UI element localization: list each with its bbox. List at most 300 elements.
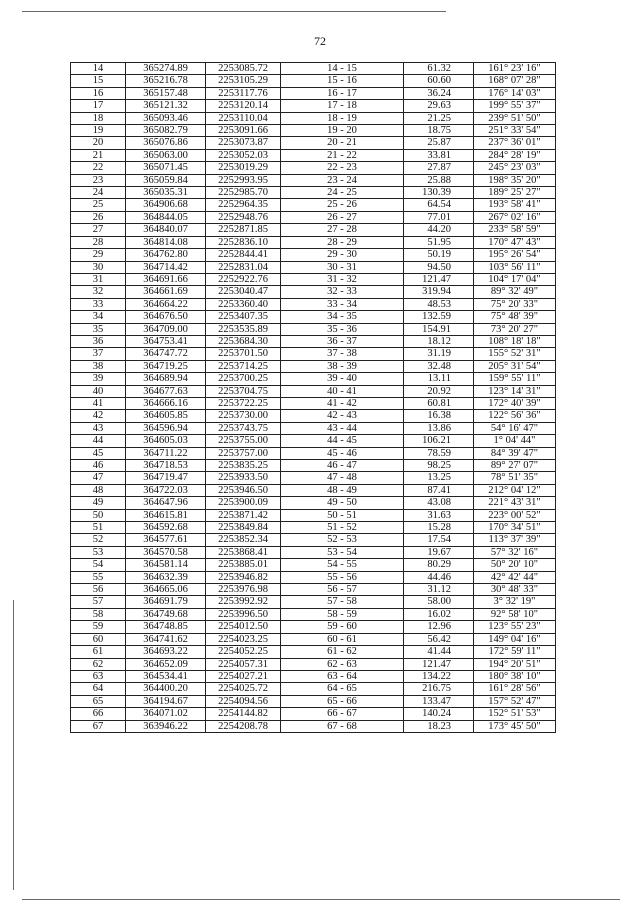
- segment-cell: 42 - 43: [281, 410, 404, 422]
- y-coordinate-cell: 2253085.72: [206, 63, 281, 75]
- length-cell: 43.08: [404, 497, 474, 509]
- segment-cell: 30 - 31: [281, 261, 404, 273]
- bearing-cell: 89° 27' 07": [474, 460, 556, 472]
- segment-cell: 33 - 34: [281, 298, 404, 310]
- bearing-cell: 172° 59' 11": [474, 646, 556, 658]
- bearing-cell: 104° 17' 04": [474, 273, 556, 285]
- y-coordinate-cell: 2253996.50: [206, 608, 281, 620]
- x-coordinate-cell: 365121.32: [126, 100, 206, 112]
- table-row: [71, 670, 556, 682]
- table-row: [71, 546, 556, 558]
- length-cell: 16.38: [404, 410, 474, 422]
- point-number-cell: 41: [71, 397, 126, 409]
- length-cell: 25.88: [404, 174, 474, 186]
- y-coordinate-cell: 2253040.47: [206, 286, 281, 298]
- x-coordinate-cell: 365216.78: [126, 75, 206, 87]
- bearing-cell: 75° 48' 39": [474, 311, 556, 323]
- point-number-cell: 42: [71, 410, 126, 422]
- x-coordinate-cell: 364592.68: [126, 522, 206, 534]
- bearing-cell: 161° 28' 56": [474, 683, 556, 695]
- y-coordinate-cell: 2254144.82: [206, 708, 281, 720]
- table-row: [71, 75, 556, 87]
- point-number-cell: 56: [71, 584, 126, 596]
- length-cell: 121.47: [404, 273, 474, 285]
- x-coordinate-cell: 364570.58: [126, 546, 206, 558]
- table-row: [71, 187, 556, 199]
- table-row: [71, 261, 556, 273]
- table-row: [71, 224, 556, 236]
- length-cell: 15.28: [404, 522, 474, 534]
- table-body: [71, 63, 556, 733]
- bearing-cell: 84° 39' 47": [474, 447, 556, 459]
- table-row: [71, 633, 556, 645]
- x-coordinate-cell: 364693.22: [126, 646, 206, 658]
- table-row: [71, 596, 556, 608]
- length-cell: 216.75: [404, 683, 474, 695]
- table-row: [71, 335, 556, 347]
- point-number-cell: 46: [71, 460, 126, 472]
- segment-cell: 14 - 15: [281, 63, 404, 75]
- bearing-cell: 152° 51' 53": [474, 708, 556, 720]
- x-coordinate-cell: 364741.62: [126, 633, 206, 645]
- table-row: [71, 149, 556, 161]
- point-number-cell: 14: [71, 63, 126, 75]
- y-coordinate-cell: 2253946.50: [206, 484, 281, 496]
- y-coordinate-cell: 2253868.41: [206, 546, 281, 558]
- y-coordinate-cell: 2253700.25: [206, 373, 281, 385]
- bearing-cell: 103° 56' 11": [474, 261, 556, 273]
- bearing-cell: 189° 25' 27": [474, 187, 556, 199]
- bearing-cell: 78° 51' 35": [474, 472, 556, 484]
- bearing-cell: 157° 52' 47": [474, 695, 556, 707]
- bearing-cell: 1° 04' 44": [474, 435, 556, 447]
- point-number-cell: 61: [71, 646, 126, 658]
- table-row: [71, 460, 556, 472]
- segment-cell: 51 - 52: [281, 522, 404, 534]
- y-coordinate-cell: 2253757.00: [206, 447, 281, 459]
- y-coordinate-cell: 2253052.03: [206, 149, 281, 161]
- point-number-cell: 45: [71, 447, 126, 459]
- x-coordinate-cell: 364605.03: [126, 435, 206, 447]
- point-number-cell: 67: [71, 720, 126, 732]
- point-number-cell: 55: [71, 571, 126, 583]
- table-row: [71, 162, 556, 174]
- bearing-cell: 233° 58' 59": [474, 224, 556, 236]
- segment-cell: 20 - 21: [281, 137, 404, 149]
- segment-cell: 63 - 64: [281, 670, 404, 682]
- length-cell: 25.87: [404, 137, 474, 149]
- point-number-cell: 60: [71, 633, 126, 645]
- x-coordinate-cell: 364753.41: [126, 335, 206, 347]
- bearing-cell: 89° 32' 49": [474, 286, 556, 298]
- segment-cell: 32 - 33: [281, 286, 404, 298]
- table-row: [71, 385, 556, 397]
- y-coordinate-cell: 2254025.72: [206, 683, 281, 695]
- segment-cell: 22 - 23: [281, 162, 404, 174]
- table-row: [71, 720, 556, 732]
- segment-cell: 54 - 55: [281, 559, 404, 571]
- bearing-cell: 42° 42' 44": [474, 571, 556, 583]
- point-number-cell: 32: [71, 286, 126, 298]
- bearing-cell: 113° 37' 39": [474, 534, 556, 546]
- bearing-cell: 170° 47' 43": [474, 236, 556, 248]
- bearing-cell: 168° 07' 28": [474, 75, 556, 87]
- x-coordinate-cell: 364664.22: [126, 298, 206, 310]
- segment-cell: 16 - 17: [281, 87, 404, 99]
- y-coordinate-cell: 2253117.76: [206, 87, 281, 99]
- x-coordinate-cell: 365082.79: [126, 125, 206, 137]
- segment-cell: 27 - 28: [281, 224, 404, 236]
- x-coordinate-cell: 364596.94: [126, 422, 206, 434]
- bearing-cell: 239° 51' 50": [474, 112, 556, 124]
- y-coordinate-cell: 2252922.76: [206, 273, 281, 285]
- segment-cell: 47 - 48: [281, 472, 404, 484]
- y-coordinate-cell: 2252985.70: [206, 187, 281, 199]
- left-edge-rule: [13, 600, 14, 890]
- y-coordinate-cell: 2253933.50: [206, 472, 281, 484]
- point-number-cell: 15: [71, 75, 126, 87]
- segment-cell: 38 - 39: [281, 360, 404, 372]
- length-cell: 64.54: [404, 199, 474, 211]
- table-row: [71, 63, 556, 75]
- segment-cell: 59 - 60: [281, 621, 404, 633]
- length-cell: 44.46: [404, 571, 474, 583]
- table-row: [71, 571, 556, 583]
- segment-cell: 21 - 22: [281, 149, 404, 161]
- y-coordinate-cell: 2253743.75: [206, 422, 281, 434]
- segment-cell: 24 - 25: [281, 187, 404, 199]
- y-coordinate-cell: 2254094.56: [206, 695, 281, 707]
- length-cell: 319.94: [404, 286, 474, 298]
- segment-cell: 53 - 54: [281, 546, 404, 558]
- x-coordinate-cell: 365035.31: [126, 187, 206, 199]
- x-coordinate-cell: 365063.00: [126, 149, 206, 161]
- x-coordinate-cell: 364691.66: [126, 273, 206, 285]
- length-cell: 133.47: [404, 695, 474, 707]
- x-coordinate-cell: 364661.69: [126, 286, 206, 298]
- x-coordinate-cell: 364676.50: [126, 311, 206, 323]
- x-coordinate-cell: 365076.86: [126, 137, 206, 149]
- segment-cell: 25 - 26: [281, 199, 404, 211]
- table-row: [71, 646, 556, 658]
- y-coordinate-cell: 2253835.25: [206, 460, 281, 472]
- length-cell: 12.96: [404, 621, 474, 633]
- table-row: [71, 273, 556, 285]
- y-coordinate-cell: 2254027.21: [206, 670, 281, 682]
- segment-cell: 35 - 36: [281, 323, 404, 335]
- segment-cell: 40 - 41: [281, 385, 404, 397]
- y-coordinate-cell: 2253120.14: [206, 100, 281, 112]
- x-coordinate-cell: 364762.80: [126, 249, 206, 261]
- point-number-cell: 25: [71, 199, 126, 211]
- segment-cell: 49 - 50: [281, 497, 404, 509]
- segment-cell: 66 - 67: [281, 708, 404, 720]
- length-cell: 18.12: [404, 335, 474, 347]
- point-number-cell: 44: [71, 435, 126, 447]
- segment-cell: 37 - 38: [281, 348, 404, 360]
- length-cell: 60.60: [404, 75, 474, 87]
- segment-cell: 56 - 57: [281, 584, 404, 596]
- x-coordinate-cell: 364747.72: [126, 348, 206, 360]
- x-coordinate-cell: 364844.05: [126, 211, 206, 223]
- y-coordinate-cell: 2253871.42: [206, 509, 281, 521]
- y-coordinate-cell: 2252948.76: [206, 211, 281, 223]
- length-cell: 50.19: [404, 249, 474, 261]
- x-coordinate-cell: 364709.00: [126, 323, 206, 335]
- bearing-cell: 3° 32' 19": [474, 596, 556, 608]
- bearing-cell: 251° 33' 54": [474, 125, 556, 137]
- y-coordinate-cell: 2253976.98: [206, 584, 281, 596]
- x-coordinate-cell: 364581.14: [126, 559, 206, 571]
- x-coordinate-cell: 364714.42: [126, 261, 206, 273]
- segment-cell: 60 - 61: [281, 633, 404, 645]
- point-number-cell: 31: [71, 273, 126, 285]
- x-coordinate-cell: 364577.61: [126, 534, 206, 546]
- x-coordinate-cell: 364719.47: [126, 472, 206, 484]
- table-row: [71, 249, 556, 261]
- x-coordinate-cell: 364665.06: [126, 584, 206, 596]
- bearing-cell: 195° 26' 54": [474, 249, 556, 261]
- point-number-cell: 57: [71, 596, 126, 608]
- x-coordinate-cell: 364605.85: [126, 410, 206, 422]
- y-coordinate-cell: 2253110.04: [206, 112, 281, 124]
- y-coordinate-cell: 2254057.31: [206, 658, 281, 670]
- length-cell: 36.24: [404, 87, 474, 99]
- length-cell: 19.67: [404, 546, 474, 558]
- segment-cell: 17 - 18: [281, 100, 404, 112]
- bearing-cell: 223° 00' 52": [474, 509, 556, 521]
- length-cell: 80.29: [404, 559, 474, 571]
- bearing-cell: 172° 40' 39": [474, 397, 556, 409]
- table-row: [71, 410, 556, 422]
- length-cell: 106.21: [404, 435, 474, 447]
- x-coordinate-cell: 363946.22: [126, 720, 206, 732]
- point-number-cell: 58: [71, 608, 126, 620]
- x-coordinate-cell: 364718.53: [126, 460, 206, 472]
- bearing-cell: 176° 14' 03": [474, 87, 556, 99]
- y-coordinate-cell: 2253946.82: [206, 571, 281, 583]
- length-cell: 130.39: [404, 187, 474, 199]
- length-cell: 87.41: [404, 484, 474, 496]
- table-row: [71, 373, 556, 385]
- x-coordinate-cell: 364749.68: [126, 608, 206, 620]
- table-row: [71, 472, 556, 484]
- segment-cell: 43 - 44: [281, 422, 404, 434]
- table-row: [71, 484, 556, 496]
- bearing-cell: 75° 20' 33": [474, 298, 556, 310]
- segment-cell: 34 - 35: [281, 311, 404, 323]
- bearing-cell: 237° 36' 01": [474, 137, 556, 149]
- point-number-cell: 39: [71, 373, 126, 385]
- table-row: [71, 708, 556, 720]
- page-number: 72: [314, 34, 326, 48]
- y-coordinate-cell: 2253992.92: [206, 596, 281, 608]
- y-coordinate-cell: 2253704.75: [206, 385, 281, 397]
- segment-cell: 19 - 20: [281, 125, 404, 137]
- segment-cell: 61 - 62: [281, 646, 404, 658]
- x-coordinate-cell: 364748.85: [126, 621, 206, 633]
- y-coordinate-cell: 2254052.25: [206, 646, 281, 658]
- length-cell: 29.63: [404, 100, 474, 112]
- length-cell: 140.24: [404, 708, 474, 720]
- x-coordinate-cell: 364722.03: [126, 484, 206, 496]
- point-number-cell: 30: [71, 261, 126, 273]
- x-coordinate-cell: 364652.09: [126, 658, 206, 670]
- bearing-cell: 159° 55' 11": [474, 373, 556, 385]
- segment-cell: 62 - 63: [281, 658, 404, 670]
- bearing-cell: 30° 48' 33": [474, 584, 556, 596]
- point-number-cell: 36: [71, 335, 126, 347]
- length-cell: 31.12: [404, 584, 474, 596]
- length-cell: 56.42: [404, 633, 474, 645]
- x-coordinate-cell: 365093.46: [126, 112, 206, 124]
- table-row: [71, 534, 556, 546]
- y-coordinate-cell: 2252871.85: [206, 224, 281, 236]
- table-row: [71, 211, 556, 223]
- segment-cell: 57 - 58: [281, 596, 404, 608]
- table-row: [71, 522, 556, 534]
- point-number-cell: 17: [71, 100, 126, 112]
- point-number-cell: 34: [71, 311, 126, 323]
- point-number-cell: 28: [71, 236, 126, 248]
- x-coordinate-cell: 364647.96: [126, 497, 206, 509]
- coordinates-table: [70, 62, 556, 733]
- table-row: [71, 311, 556, 323]
- x-coordinate-cell: 364632.39: [126, 571, 206, 583]
- y-coordinate-cell: 2253535.89: [206, 323, 281, 335]
- bearing-cell: 180° 38' 10": [474, 670, 556, 682]
- length-cell: 77.01: [404, 211, 474, 223]
- length-cell: 48.53: [404, 298, 474, 310]
- segment-cell: 31 - 32: [281, 273, 404, 285]
- point-number-cell: 40: [71, 385, 126, 397]
- table-row: [71, 621, 556, 633]
- length-cell: 18.75: [404, 125, 474, 137]
- segment-cell: 44 - 45: [281, 435, 404, 447]
- point-number-cell: 63: [71, 670, 126, 682]
- length-cell: 60.81: [404, 397, 474, 409]
- bearing-cell: 193° 58' 41": [474, 199, 556, 211]
- length-cell: 58.00: [404, 596, 474, 608]
- point-number-cell: 50: [71, 509, 126, 521]
- y-coordinate-cell: 2254208.78: [206, 720, 281, 732]
- point-number-cell: 59: [71, 621, 126, 633]
- bearing-cell: 73° 20' 27": [474, 323, 556, 335]
- length-cell: 13.25: [404, 472, 474, 484]
- y-coordinate-cell: 2252831.04: [206, 261, 281, 273]
- y-coordinate-cell: 2253900.09: [206, 497, 281, 509]
- point-number-cell: 48: [71, 484, 126, 496]
- x-coordinate-cell: 364691.79: [126, 596, 206, 608]
- length-cell: 51.95: [404, 236, 474, 248]
- segment-cell: 28 - 29: [281, 236, 404, 248]
- segment-cell: 52 - 53: [281, 534, 404, 546]
- y-coordinate-cell: 2252993.95: [206, 174, 281, 186]
- segment-cell: 55 - 56: [281, 571, 404, 583]
- length-cell: 78.59: [404, 447, 474, 459]
- length-cell: 121.47: [404, 658, 474, 670]
- table-row: [71, 100, 556, 112]
- bearing-cell: 108° 18' 18": [474, 335, 556, 347]
- point-number-cell: 24: [71, 187, 126, 199]
- table-row: [71, 608, 556, 620]
- segment-cell: 46 - 47: [281, 460, 404, 472]
- y-coordinate-cell: 2253722.25: [206, 397, 281, 409]
- length-cell: 154.91: [404, 323, 474, 335]
- segment-cell: 39 - 40: [281, 373, 404, 385]
- point-number-cell: 20: [71, 137, 126, 149]
- y-coordinate-cell: 2252836.10: [206, 236, 281, 248]
- point-number-cell: 33: [71, 298, 126, 310]
- segment-cell: 36 - 37: [281, 335, 404, 347]
- point-number-cell: 23: [71, 174, 126, 186]
- segment-cell: 45 - 46: [281, 447, 404, 459]
- table-row: [71, 137, 556, 149]
- length-cell: 44.20: [404, 224, 474, 236]
- table-row: [71, 348, 556, 360]
- bearing-cell: 173° 45' 50": [474, 720, 556, 732]
- length-cell: 41.44: [404, 646, 474, 658]
- y-coordinate-cell: 2253755.00: [206, 435, 281, 447]
- length-cell: 17.54: [404, 534, 474, 546]
- y-coordinate-cell: 2253885.01: [206, 559, 281, 571]
- y-coordinate-cell: 2253019.29: [206, 162, 281, 174]
- table-row: [71, 298, 556, 310]
- length-cell: 13.11: [404, 373, 474, 385]
- bearing-cell: 221° 43' 31": [474, 497, 556, 509]
- x-coordinate-cell: 364840.07: [126, 224, 206, 236]
- segment-cell: 29 - 30: [281, 249, 404, 261]
- point-number-cell: 38: [71, 360, 126, 372]
- bottom-rule: [22, 899, 620, 900]
- length-cell: 21.25: [404, 112, 474, 124]
- bearing-cell: 50° 20' 10": [474, 559, 556, 571]
- length-cell: 16.02: [404, 608, 474, 620]
- length-cell: 33.81: [404, 149, 474, 161]
- bearing-cell: 212° 04' 12": [474, 484, 556, 496]
- x-coordinate-cell: 365071.45: [126, 162, 206, 174]
- y-coordinate-cell: 2253849.84: [206, 522, 281, 534]
- bearing-cell: 284° 28' 19": [474, 149, 556, 161]
- bearing-cell: 161° 23' 16": [474, 63, 556, 75]
- table-row: [71, 236, 556, 248]
- segment-cell: 41 - 42: [281, 397, 404, 409]
- table-row: [71, 112, 556, 124]
- bearing-cell: 267° 02' 16": [474, 211, 556, 223]
- segment-cell: 50 - 51: [281, 509, 404, 521]
- bearing-cell: 123° 14' 31": [474, 385, 556, 397]
- length-cell: 98.25: [404, 460, 474, 472]
- y-coordinate-cell: 2253852.34: [206, 534, 281, 546]
- table-row: [71, 584, 556, 596]
- top-rule: [22, 11, 446, 12]
- point-number-cell: 64: [71, 683, 126, 695]
- y-coordinate-cell: 2252844.41: [206, 249, 281, 261]
- bearing-cell: 198° 35' 20": [474, 174, 556, 186]
- x-coordinate-cell: 364194.67: [126, 695, 206, 707]
- table-row: [71, 125, 556, 137]
- point-number-cell: 26: [71, 211, 126, 223]
- table-row: [71, 397, 556, 409]
- length-cell: 61.32: [404, 63, 474, 75]
- y-coordinate-cell: 2254023.25: [206, 633, 281, 645]
- point-number-cell: 54: [71, 559, 126, 571]
- point-number-cell: 51: [71, 522, 126, 534]
- segment-cell: 26 - 27: [281, 211, 404, 223]
- y-coordinate-cell: 2252964.35: [206, 199, 281, 211]
- x-coordinate-cell: 364711.22: [126, 447, 206, 459]
- point-number-cell: 62: [71, 658, 126, 670]
